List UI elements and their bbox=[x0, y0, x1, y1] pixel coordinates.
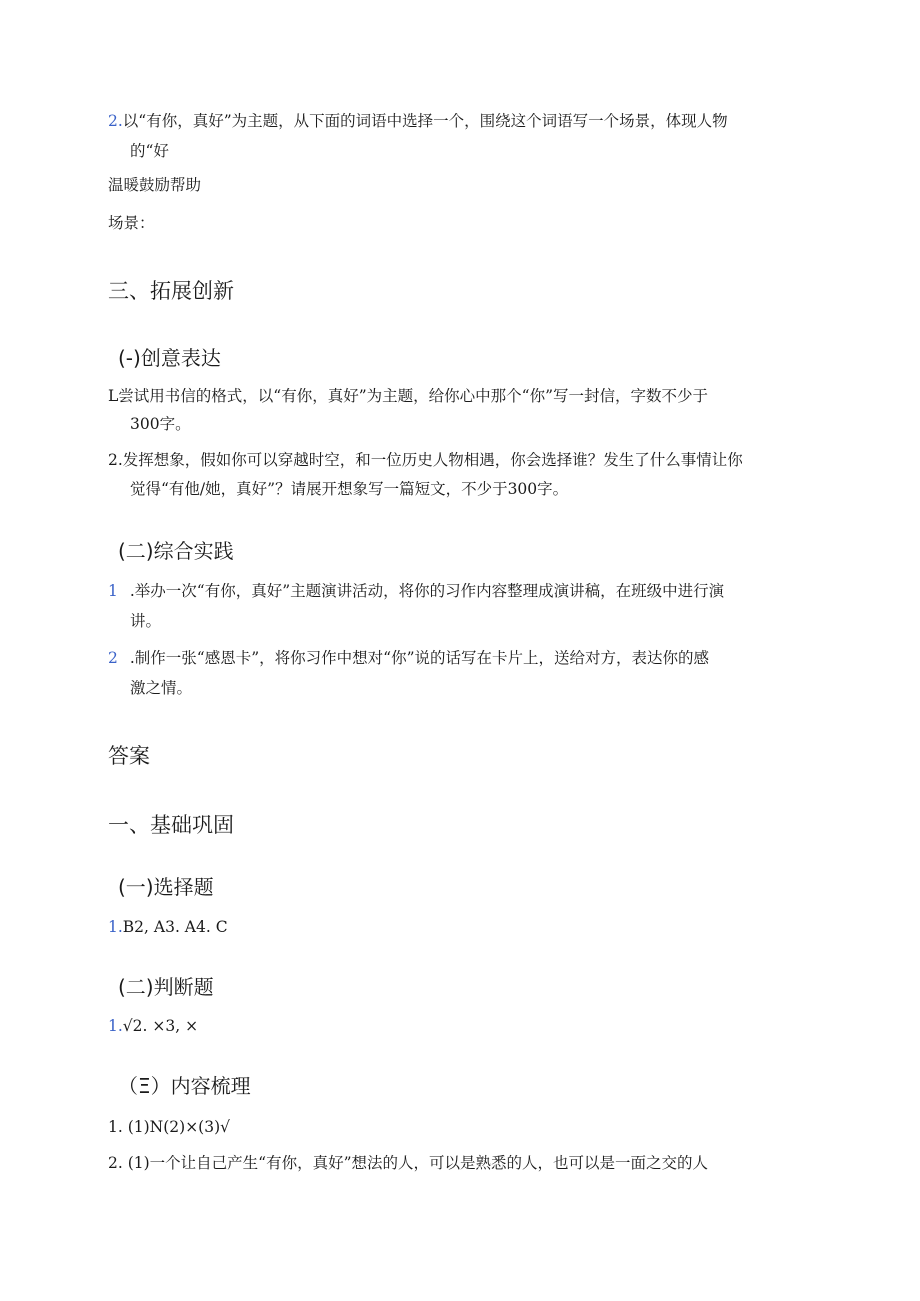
question-text: .制作一张“感恩卡”，将你习作中想对“你”说的话写在卡片上，送给对方，表达你的感 bbox=[129, 649, 710, 667]
question-text: .举办一次“有你，真好”主题演讲活动，将你的习作内容整理成演讲稿，在班级中进行演 bbox=[129, 582, 725, 600]
answer-number: 1. bbox=[108, 1017, 123, 1035]
answers-section-1-title: 一、基础巩固 bbox=[108, 813, 234, 837]
answers-part-3-line-1: 1. (1)N(2)×(3)√ bbox=[108, 1118, 231, 1136]
answers-part-2-line bbox=[108, 1019, 198, 1035]
answers-part-1-line bbox=[108, 920, 228, 936]
answers-part-1-title: (一)选择题 bbox=[118, 875, 214, 899]
creative-q1-continuation: 300字。 bbox=[130, 415, 191, 433]
question-2-continuation: 的“好 bbox=[130, 142, 169, 160]
practice-q1-continuation: 讲。 bbox=[130, 612, 162, 630]
question-number: 2 bbox=[108, 649, 118, 667]
answers-title: 答案 bbox=[108, 744, 150, 768]
word-options: 温暖鼓励帮助 bbox=[108, 176, 202, 194]
section-3-title: 三、拓展创新 bbox=[108, 279, 234, 303]
scene-label: 场景： bbox=[108, 214, 155, 232]
question-2 bbox=[108, 114, 728, 130]
practice-q1 bbox=[108, 584, 724, 600]
question-text: 以“有你，真好”为主题，从下面的词语中选择一个，围绕这个词语写一个场景，体现人物 bbox=[122, 112, 728, 130]
answer-number: 1. bbox=[108, 918, 123, 936]
answer-text: √2. ×3, × bbox=[122, 1017, 199, 1035]
practice-q2-continuation: 激之情。 bbox=[130, 679, 193, 697]
answers-part-3-line-2: 2. (1)一个让自己产生“有你，真好”想法的人，可以是熟悉的人，也可以是一面之交的人 bbox=[108, 1154, 709, 1172]
creative-q2: 2.发挥想象，假如你可以穿越时空，和一位历史人物相遇，你会选择谁？发生了什么事情让你 bbox=[108, 451, 743, 469]
question-number: 1 bbox=[108, 582, 118, 600]
question-number: 2. bbox=[108, 112, 123, 130]
practice-q2 bbox=[108, 651, 709, 667]
answer-text: B2, A3. A4. C bbox=[122, 918, 228, 936]
part-2-title: (二)综合实践 bbox=[118, 539, 234, 563]
creative-q1: L尝试用书信的格式，以“有你，真好”为主题，给你心中那个“你”写一封信，字数不少于 bbox=[108, 387, 708, 405]
answers-part-3-title: （Ξ）内容梳理 bbox=[118, 1074, 251, 1098]
part-1-title: (-)创意表达 bbox=[118, 346, 221, 370]
answers-part-2-title: (二)判断题 bbox=[118, 975, 214, 999]
creative-q2-continuation: 觉得“有他/她，真好”？请展开想象写一篇短文，不少于300字。 bbox=[130, 480, 569, 498]
